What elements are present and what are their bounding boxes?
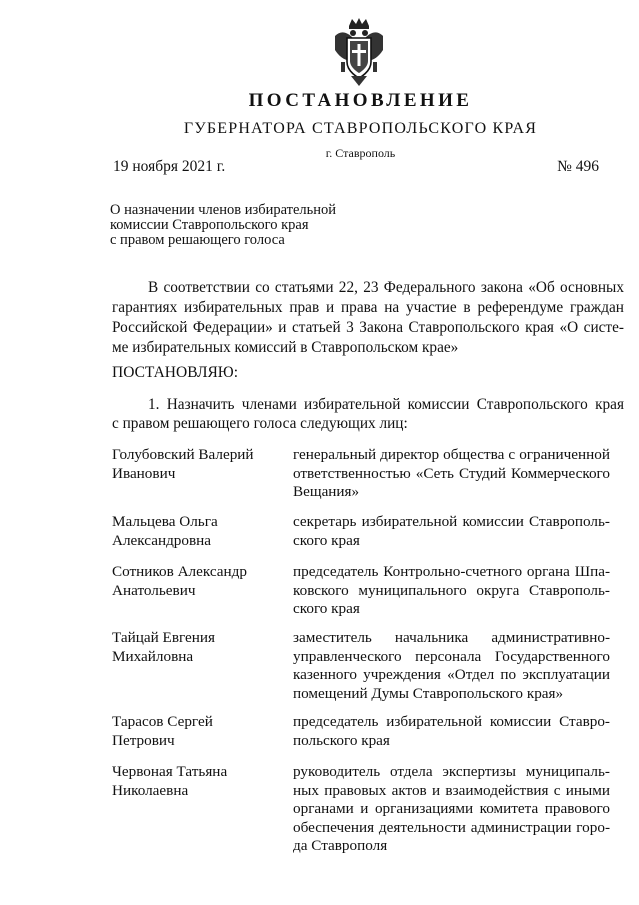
member-position-line: органами и организациями комитета правового (293, 800, 610, 818)
member-name-line: Михайловна (112, 647, 194, 665)
member-position-line: генеральный директор общества с ограниченной (293, 446, 610, 463)
member-position-line: председатель Контрольно-счетного органа Шпа- (293, 563, 610, 580)
member-position (293, 763, 610, 856)
member-name-line: Тайцай Евгения (112, 629, 216, 646)
member-name-line: Голубовский Валерий (112, 446, 254, 463)
member-position-line: ных правовых актов и взаимодействия с иными (293, 781, 610, 799)
member-name-line: Иванович (112, 464, 176, 482)
preamble-line: гарантиях избирательных прав и права на участие в референдуме граждан (112, 299, 624, 316)
member-name-line: Тарасов Сергей (112, 713, 213, 730)
preamble-line: ме избирательных комиссий в Ставропольском крае» (112, 339, 459, 356)
member-name-line: Червоная Татьяна (112, 763, 228, 780)
preamble-paragraph (112, 278, 624, 358)
member-position-line: руководитель отдела экспертизы муниципаль- (293, 763, 610, 780)
member-name (112, 713, 282, 750)
member-position-line: председатель избирательной комиссии Ставро- (293, 713, 610, 730)
member-position-line: ответственностью «Сеть Студий Коммерческого (293, 464, 610, 482)
member-position-line: ковского муниципального округа Ставрополь- (293, 581, 610, 599)
member-position (293, 713, 610, 750)
member-name (112, 629, 282, 666)
document-date: 19 ноября 2021 г. (113, 158, 226, 175)
about-line: О назначении членов избирательной (110, 202, 337, 218)
document-number: № 496 (557, 158, 599, 175)
member-position-line: управленческого персонала Государственного (293, 647, 610, 665)
preamble-line: В соответствии со статьями 22, 23 Федерального закона «Об основных (148, 279, 624, 296)
member-name-line: Мальцева Ольга (112, 513, 218, 530)
member-position-line: заместитель начальника административно- (293, 629, 610, 646)
member-name-line: Петрович (112, 731, 175, 749)
item-1-paragraph (112, 395, 624, 433)
member-position-line: ского края (293, 600, 360, 618)
member-position-line: ского края (293, 531, 360, 549)
item-1-line: с правом решающего голоса следующих лиц: (112, 415, 408, 432)
member-position-line: помещений Думы Ставропольского края» (293, 684, 564, 702)
member-position-line: да Ставрополя (293, 837, 388, 855)
member-name (112, 563, 282, 600)
document-subtitle: ГУБЕРНАТОРА СТАВРОПОЛЬСКОГО КРАЯ (183, 120, 538, 137)
member-name-line: Николаевна (112, 781, 189, 799)
member-position-line: обеспечения деятельности администрации горо- (293, 818, 610, 836)
member-position-line: казенного учреждения «Отдел по эксплуатации (293, 666, 610, 684)
member-name-line: Сотников Александр (112, 563, 247, 580)
coat-of-arms-icon (331, 16, 387, 90)
member-name (112, 446, 282, 483)
member-position-line: польского края (293, 731, 390, 749)
item-1-line: 1. Назначить членами избирательной комиссии Ставропольского края (148, 396, 624, 413)
member-position (293, 629, 610, 703)
member-position-line: секретарь избирательной комиссии Ставрополь- (293, 513, 610, 530)
member-position (293, 446, 610, 502)
member-position (293, 563, 610, 619)
about-line: комиссии Ставропольского края (110, 217, 309, 233)
document-about (110, 203, 370, 248)
about-line: с правом решающего голоса (110, 232, 285, 248)
member-name-line: Анатольевич (112, 581, 196, 599)
member-name (112, 763, 282, 800)
decree-word: ПОСТАНОВЛЯЮ: (112, 364, 239, 381)
member-name (112, 513, 282, 550)
member-position (293, 513, 610, 550)
document-city: г. Ставрополь (325, 146, 396, 160)
member-position-line: Вещания» (293, 483, 360, 501)
preamble-line: Российской Федерации» и статьей 3 Закона Ставропольского края «О систе- (112, 319, 624, 336)
member-name-line: Александровна (112, 531, 212, 549)
document-title: ПОСТАНОВЛЕНИЕ (248, 90, 473, 111)
